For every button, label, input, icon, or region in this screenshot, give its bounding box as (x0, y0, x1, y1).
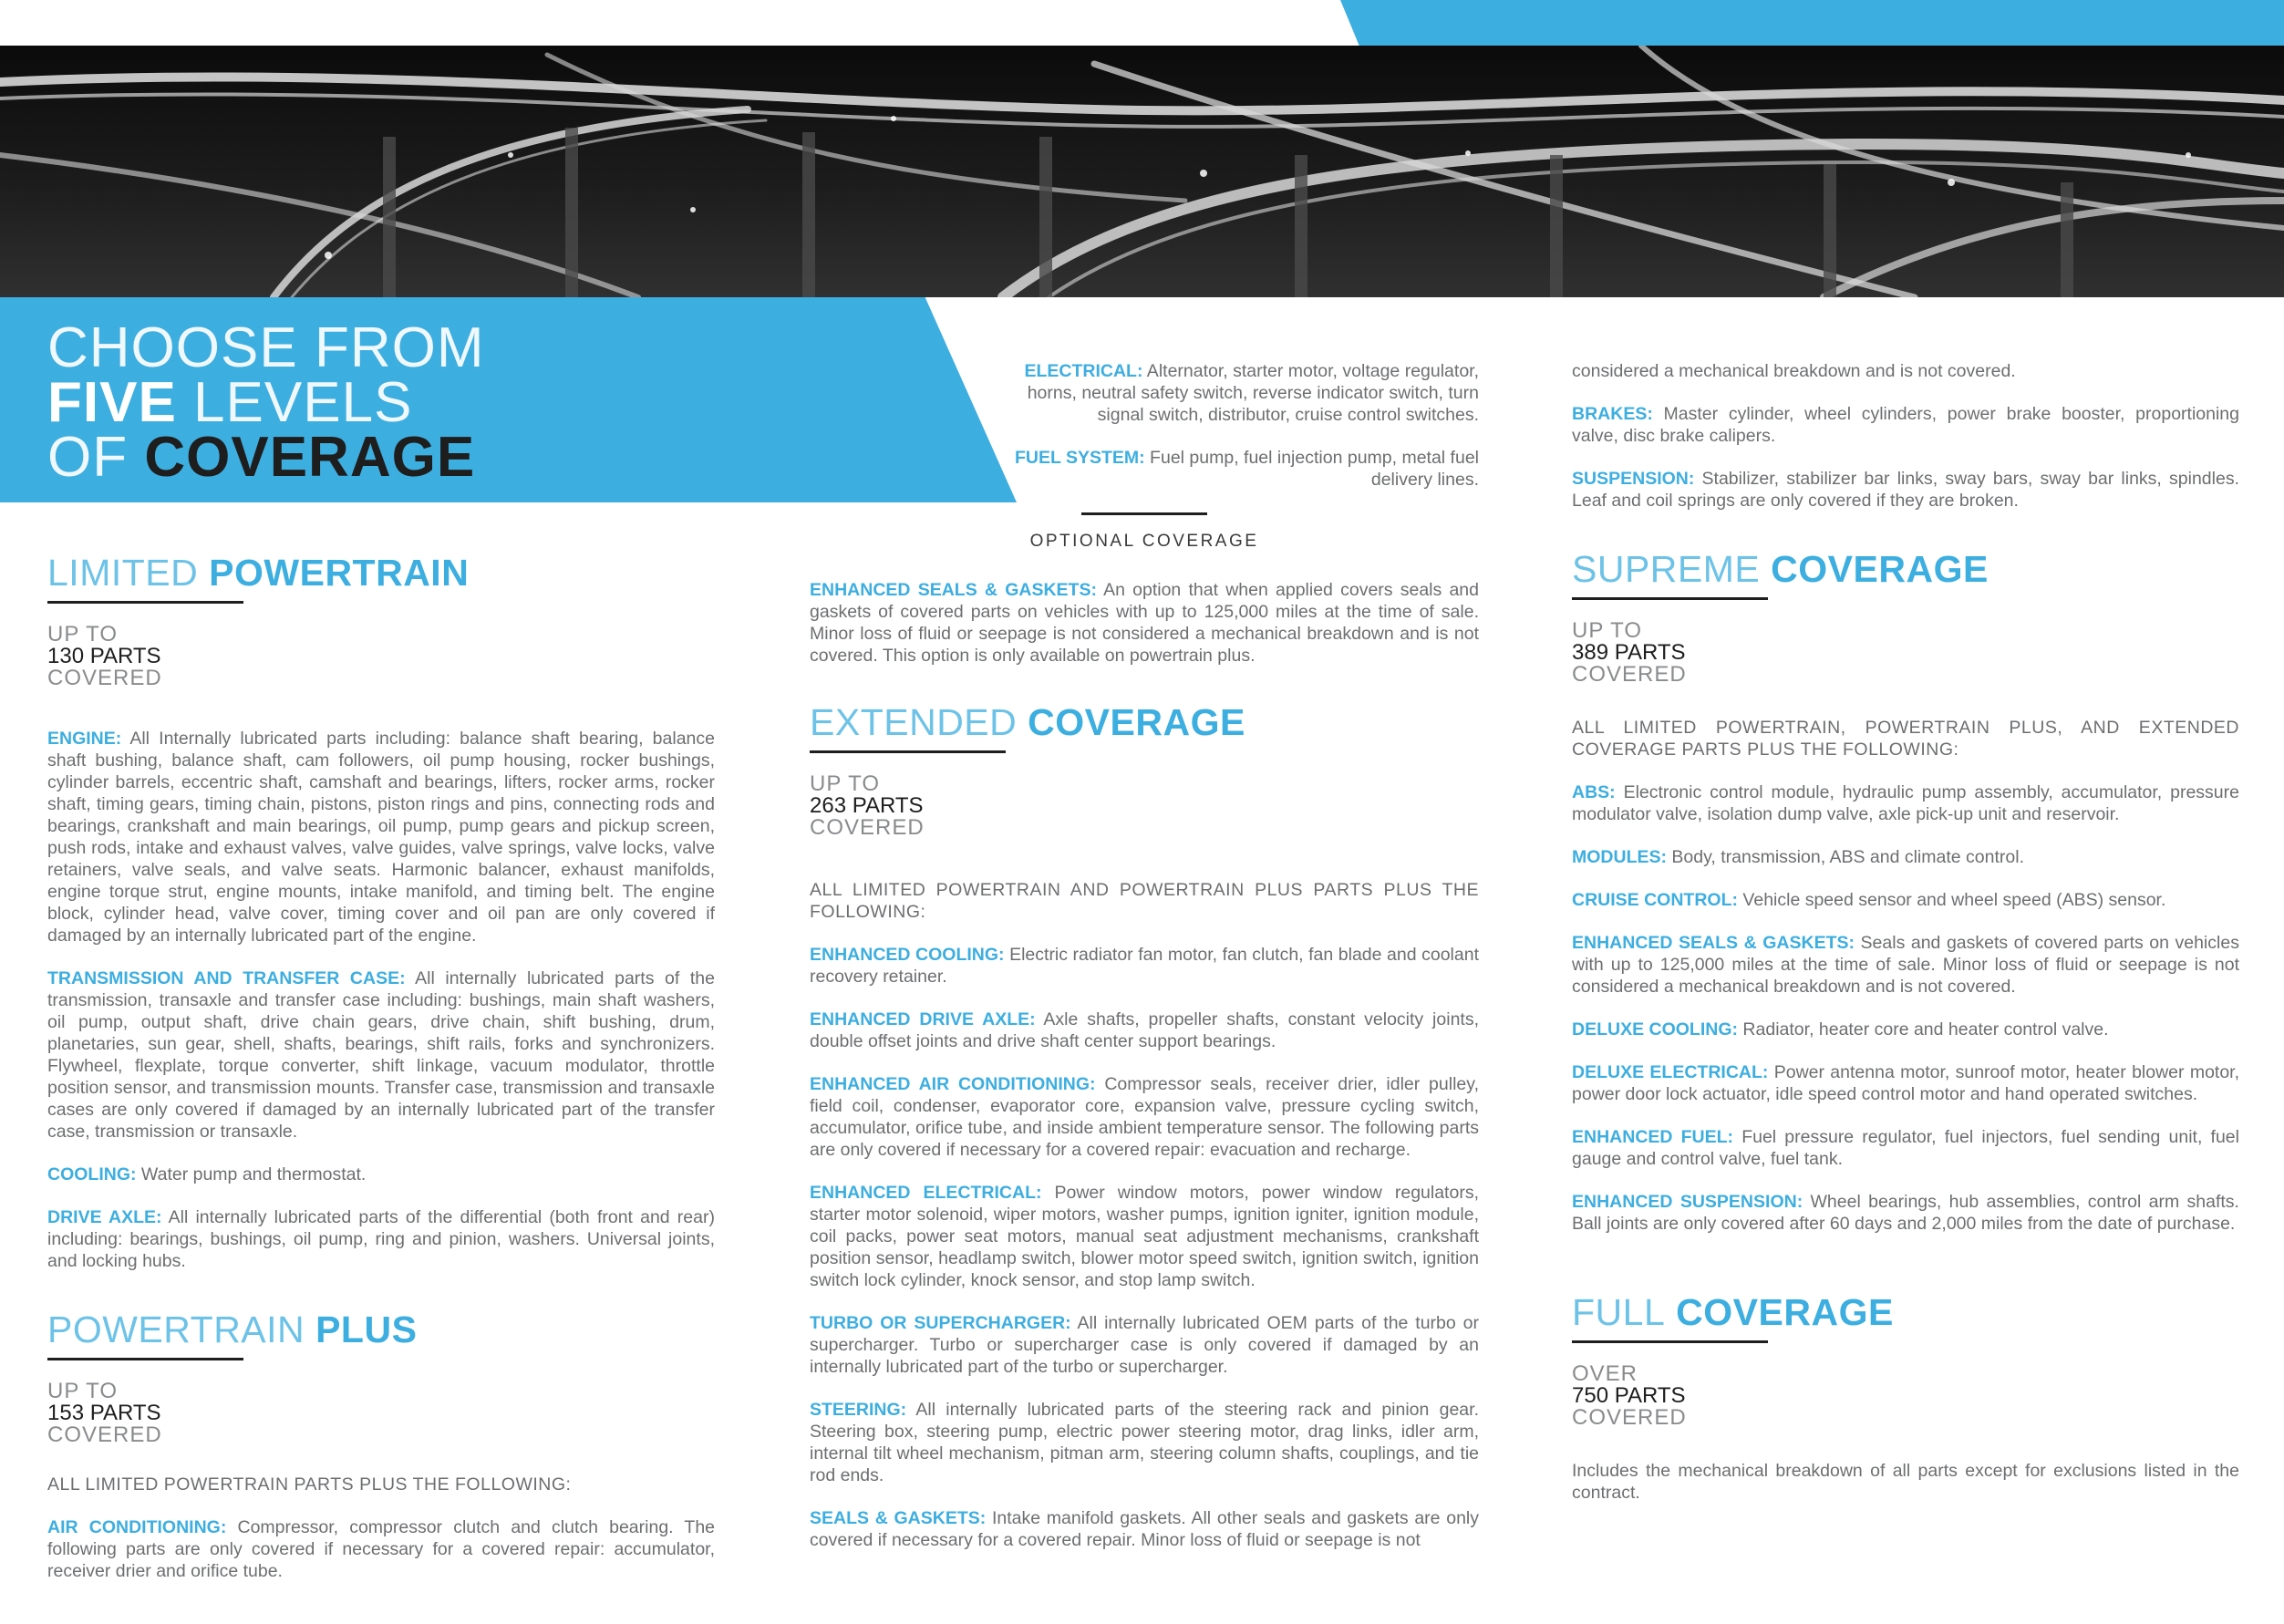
middle-item-fuel-system: FUEL SYSTEM: Fuel pump, fuel injection pump, metal fuel delivery lines. (1014, 448, 1479, 490)
title-line2-bold: FIVE (47, 371, 177, 434)
right-item-suspension: SUSPENSION: Stabilizer, stabilizer bar links, sway bars, sway bar links, spindles. Leaf and coil springs are only covered if they are broken. (1572, 469, 2239, 511)
title-line3-bold: COVERAGE (144, 426, 476, 489)
extended-intro: ALL LIMITED POWERTRAIN AND POWERTRAIN PLUS PARTS PLUS THE FOLLOWING: (810, 880, 1479, 922)
right-column (1572, 360, 2239, 1525)
extended-item-turbo: TURBO OR SUPERCHARGER: All internally lubricated OEM parts of the turbo or supercharger. Turbo or supercharger case is only covered if damaged by an internally lubricated part of the turbo or supercharger. (810, 1313, 1479, 1377)
supreme-item-deluxe-electrical: DELUXE ELECTRICAL: Power antenna motor, sunroof motor, heater blower motor, power door lock actuator, idle speed control motor and hand operated switches. (1572, 1062, 2240, 1104)
optional-item-seals-gaskets: ENHANCED SEALS & GASKETS: An option that when applied covers seals and gaskets of covered parts on vehicles with up to 125,000 miles at the time of sale. Minor loss of fluid or seepage is not considered a mechanical breakdown and is not covered. This option is only available on powertrain plus. (810, 580, 1479, 666)
section-rule (47, 601, 243, 604)
extended-item-cooling: ENHANCED COOLING: Electric radiator fan motor, fan clutch, fan blade and coolant recovery retainer. (810, 945, 1479, 987)
supreme-item-deluxe-cooling: DELUXE COOLING: Radiator, heater core and heater control valve. (1572, 1019, 2109, 1040)
highway-interchange-graphic (0, 46, 2284, 297)
extended-item-air-conditioning: ENHANCED AIR CONDITIONING: Compressor seals, receiver drier, idler pulley, field coil, condenser, evaporator core, expansion valve, pressure cycling switch, accumulator, orifice tube, and inside ambient temperature sensor. The following parts are only covered if necessary for a covered repair: evacuation and recharge. (810, 1074, 1479, 1160)
supreme-intro: ALL LIMITED POWERTRAIN, POWERTRAIN PLUS, AND EXTENDED COVERAGE PARTS PLUS THE FOLLOWING: (1572, 718, 2239, 760)
plus-item-air-conditioning: AIR CONDITIONING: Compressor, compressor clutch and clutch bearing. The following parts are only covered if necessary for a covered repair: accumulator, receiver drier and orifice tube. (47, 1517, 716, 1581)
limited-powertrain-title: LIMITED POWERTRAIN (47, 552, 470, 594)
limited-parts-count: UP TO 130 PARTS COVERED (47, 622, 162, 690)
title-line1-rest: FROM (314, 316, 485, 379)
plus-parts-count: UP TO 153 PARTS COVERED (47, 1379, 162, 1447)
optional-rule (1081, 512, 1207, 515)
limited-item-transmission: TRANSMISSION AND TRANSFER CASE: All internally lubricated parts of the transmission, transaxle and transfer case including: bushings, main shaft washers, oil pump, output shaft, drive chain gears, drive chain, shift bushing, drum, planetaries, sun gear, shell, shafts, bearings, shift rails, forks and synchronizers. Flywheel, flexplate, torque converter, shift linkage, vacuum modulator, throttle position sensor, and transmission mounts. Transfer case, transmission and transaxle cases are only covered if damaged by an internally lubricated part of the transfer case, transmission or transaxle. (47, 968, 715, 1142)
powertrain-plus-title: POWERTRAIN PLUS (47, 1309, 418, 1350)
extended-item-steering: STEERING: All internally lubricated parts of the steering rack and pinion gear. Steering box, steering pump, electric power steering motor, drag links, idler arm, internal tilt wheel mechanism, pitman arm, steering column shafts, couplings, and tie rod ends. (810, 1400, 1479, 1485)
middle-item-electrical: ELECTRICAL: Alternator, starter motor, voltage regulator, horns, neutral safety switch, reverse indicator switch, turn signal switch, distributor, cruise control switches. (1024, 361, 1479, 425)
section-rule (1572, 1340, 1768, 1343)
right-continued-text: considered a mechanical breakdown and is not covered. (1572, 361, 2016, 381)
extended-coverage-title: EXTENDED COVERAGE (810, 701, 1245, 743)
middle-top-block (1010, 360, 1479, 512)
title-line1-thin: CHOOSE (47, 316, 298, 379)
extended-item-seals-gaskets: SEALS & GASKETS: Intake manifold gaskets. All other seals and gaskets are only covered if necessary for a covered repair. Minor loss of fluid or seepage is not (810, 1508, 1479, 1550)
supreme-coverage-title: SUPREME COVERAGE (1572, 548, 1989, 590)
supreme-item-modules: MODULES: Body, transmission, ABS and climate control. (1572, 847, 2024, 867)
full-parts-count: OVER 750 PARTS COVERED (1572, 1361, 1687, 1430)
title-line2-thin: LEVELS (193, 371, 413, 434)
supreme-item-seals-gaskets: ENHANCED SEALS & GASKETS: Seals and gaskets of covered parts on vehicles with up to 125,000 miles at the time of sale. Minor loss of fluid or seepage is not considered a mechanical breakdown and is not covered. (1572, 933, 2239, 997)
title-line3-thin: OF (47, 426, 129, 489)
middle-column (810, 512, 1479, 1572)
section-rule (810, 750, 1006, 753)
extended-item-drive-axle: ENHANCED DRIVE AXLE: Axle shafts, propeller shafts, constant velocity joints, double offset joints and drive shaft center support bearings. (810, 1009, 1479, 1051)
supreme-item-cruise-control: CRUISE CONTROL: Vehicle speed sensor and wheel speed (ABS) sensor. (1572, 890, 2166, 910)
supreme-item-abs: ABS: Electronic control module, hydraulic pump assembly, accumulator, pressure modulator valve, isolation dump valve, axle pick-up unit and reservoir. (1572, 782, 2239, 824)
full-coverage-title: FULL COVERAGE (1572, 1291, 1894, 1333)
supreme-item-enhanced-suspension: ENHANCED SUSPENSION: Wheel bearings, hub assemblies, control arm shafts. Ball joints are only covered after 60 days and 2,000 miles from the date of purchase. (1572, 1192, 2239, 1234)
top-accent-bar (1340, 0, 2284, 46)
extended-parts-count: UP TO 263 PARTS COVERED (810, 771, 925, 840)
section-rule (1572, 597, 1768, 600)
plus-intro: ALL LIMITED POWERTRAIN PARTS PLUS THE FOLLOWING: (47, 1474, 572, 1495)
left-column (47, 552, 715, 1603)
supreme-item-enhanced-fuel: ENHANCED FUEL: Fuel pressure regulator, fuel injectors, fuel sending unit, fuel gauge and control valve, fuel tank. (1572, 1127, 2239, 1169)
extended-item-electrical: ENHANCED ELECTRICAL: Power window motors, power window regulators, starter motor solenoid, wiper motors, washer pumps, ignition igniter, ignition module, coil packs, power seat motors, manual seat adjustment mechanisms, crankshaft position sensor, headlamp switch, blower motor speed switch, ignition switch, ignition switch lock cylinder, knock sensor, and stop lamp switch. (810, 1183, 1479, 1290)
limited-item-engine: ENGINE: All Internally lubricated parts including: balance shaft bearing, balance shaft bushing, balance shaft, cam followers, oil pump housing, rocker bushings, cylinder barrels, eccentric shaft, camshaft and bearings, lifters, rocker arms, rocker shaft, timing gears, timing chain, pistons, piston rings and pins, connecting rods and bearings, crankshaft and main bearings, oil pump, pump gears and pickup screen, push rods, intake and exhaust valves, valve guides, valve springs, valve locks, valve retainers, valve seals, and valve seats. Harmonic balancer, exhaust manifolds, engine torque strut, engine mounts, intake manifold, and timing belt. The engine block, cylinder head, valve cover, timing cover and oil pan are only covered if damaged by an internally lubricated part of the engine. (47, 729, 715, 946)
supreme-parts-count: UP TO 389 PARTS COVERED (1572, 618, 1687, 687)
section-rule (47, 1358, 243, 1360)
full-coverage-text: Includes the mechanical breakdown of all parts except for exclusions listed in the contract. (1572, 1461, 2239, 1503)
page-title (47, 316, 868, 489)
highway-banner-image (0, 46, 2284, 297)
optional-coverage-heading: OPTIONAL COVERAGE (1029, 532, 1259, 551)
limited-item-cooling: COOLING: Water pump and thermostat. (47, 1164, 367, 1184)
right-item-brakes: BRAKES: Master cylinder, wheel cylinders, power brake booster, proportioning valve, disc brake calipers. (1572, 404, 2239, 446)
limited-item-drive-axle: DRIVE AXLE: All internally lubricated parts of the differential (both front and rear) including: bearings, bushings, oil pump, ring and pinion, washers. Universal joints, and locking hubs. (47, 1207, 715, 1271)
